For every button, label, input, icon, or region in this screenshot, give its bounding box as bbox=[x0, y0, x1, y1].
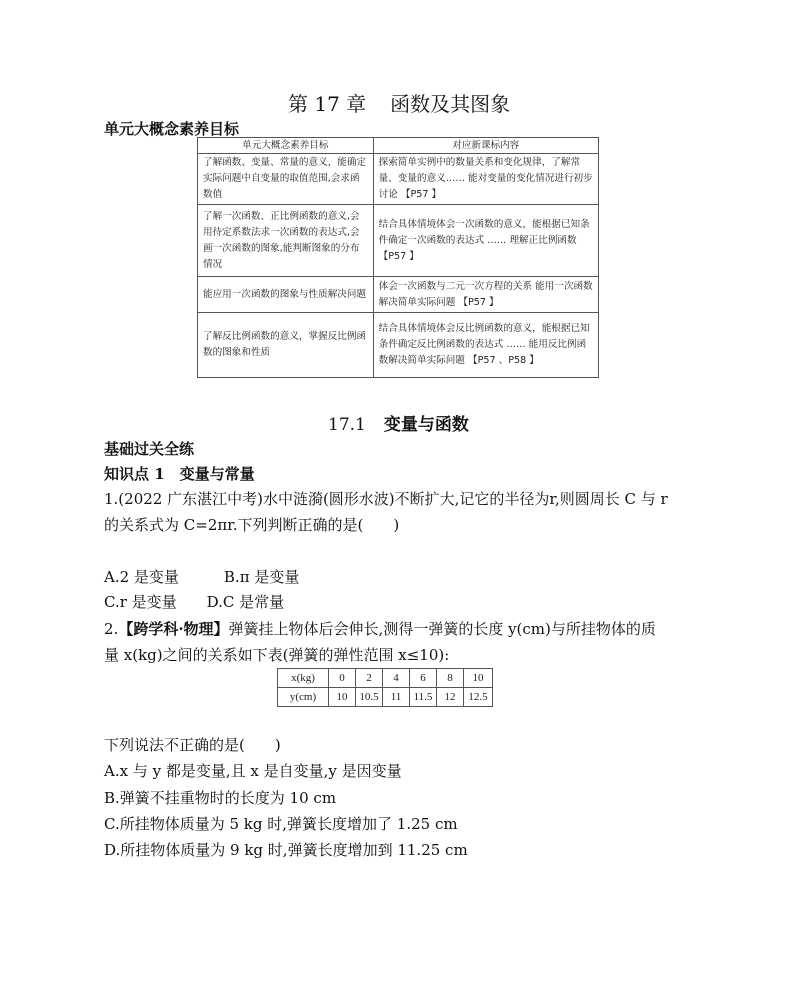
practice-heading: 基础过关全练 bbox=[104, 440, 195, 458]
q2-option-b: B.弹簧不挂重物时的长度为 10 cm bbox=[104, 789, 337, 807]
section-number: 17.1 bbox=[328, 415, 366, 435]
standard-cell: 探索简单实例中的数量关系和变化规律，了解常量、变量的意义…… 能对变量的变化情况进行初步讨论 【P57 】 bbox=[373, 154, 598, 205]
standard-cell: 结合具体情境体会反比例函数的意义，能根据已知条件确定反比例函数的表达式 …… 能用反比例函数解决简单实际问题 【P57 、P58 】 bbox=[373, 313, 598, 378]
table-cell: 10 bbox=[329, 688, 356, 707]
knowledge-point: 知识点 1 变量与常量 bbox=[104, 465, 255, 483]
q1-line2: 的关系式为 C=2πr.下列判断正确的是( ) bbox=[104, 516, 400, 534]
table-cell: 10.5 bbox=[356, 688, 383, 707]
q2-option-a: A.x 与 y 都是变量,且 x 是自变量,y 是因变量 bbox=[104, 762, 402, 780]
table-cell: 8 bbox=[437, 669, 464, 688]
section-name: 变量与函数 bbox=[383, 415, 469, 435]
q2-line1-text: 弹簧挂上物体后会伸长,测得一弹簧的长度 y(cm)与所挂物体的质 bbox=[228, 620, 656, 638]
goal-cell: 了解反比例函数的意义，掌握反比例函数的图象和性质 bbox=[198, 313, 374, 378]
goals-table bbox=[197, 137, 599, 378]
standard-cell: 体会一次函数与二元一次方程的关系 能用一次函数解决简单实际问题 【P57 】 bbox=[373, 277, 598, 313]
table-cell: x(kg) bbox=[278, 669, 329, 688]
table-cell: 10 bbox=[464, 669, 493, 688]
table-row bbox=[198, 277, 599, 313]
table-row bbox=[198, 313, 599, 378]
chapter-number: 第 17 章 bbox=[288, 92, 367, 116]
q2-number: 2. bbox=[104, 620, 119, 638]
goals-table-header bbox=[198, 138, 599, 154]
q2-option-d: D.所挂物体质量为 9 kg 时,弹簧长度增加到 11.25 cm bbox=[104, 841, 468, 859]
table-cell: 6 bbox=[410, 669, 437, 688]
table-cell: 12 bbox=[437, 688, 464, 707]
goals-heading: 单元大概念素养目标 bbox=[104, 120, 240, 138]
q2-line1 bbox=[104, 617, 656, 641]
table-cell: y(cm) bbox=[278, 688, 329, 707]
table-row bbox=[278, 688, 493, 707]
goal-cell: 了解一次函数、正比例函数的意义,会用待定系数法求一次函数的表达式,会画一次函数的图象,能判断图象的分布情况 bbox=[198, 205, 374, 277]
table-cell: 0 bbox=[329, 669, 356, 688]
table-cell: 11.5 bbox=[410, 688, 437, 707]
table-cell: 2 bbox=[356, 669, 383, 688]
section-title bbox=[328, 410, 469, 435]
goals-header-goal: 单元大概念素养目标 bbox=[198, 138, 374, 154]
goal-cell: 能应用一次函数的图象与性质解决问题 bbox=[198, 277, 374, 313]
spring-data-table bbox=[277, 668, 493, 707]
table-row bbox=[198, 205, 599, 277]
q1-options-row1: A.2 是变量 B.π 是变量 bbox=[104, 568, 300, 586]
q2-tag: 【跨学科·物理】 bbox=[118, 620, 229, 638]
chapter-title bbox=[288, 88, 510, 117]
q2-stem: 下列说法不正确的是( ) bbox=[104, 736, 281, 754]
standard-cell: 结合具体情境体会一次函数的意义，能根据已知条件确定一次函数的表达式 …… 理解正比例函数【P57 】 bbox=[373, 205, 598, 277]
goals-header-standard: 对应新课标内容 bbox=[373, 138, 598, 154]
goal-cell: 了解函数、变量、常量的意义，能确定实际问题中自变量的取值范围,会求函数值 bbox=[198, 154, 374, 205]
q1-line1: 1.(2022 广东湛江中考)水中涟漪(圆形水波)不断扩大,记它的半径为r,则圆周长 C 与 r bbox=[104, 490, 668, 508]
table-row bbox=[198, 154, 599, 205]
table-cell: 11 bbox=[383, 688, 410, 707]
table-row bbox=[278, 669, 493, 688]
q1-options-row2: C.r 是变量 D.C 是常量 bbox=[104, 593, 285, 611]
table-cell: 4 bbox=[383, 669, 410, 688]
q2-option-c: C.所挂物体质量为 5 kg 时,弹簧长度增加了 1.25 cm bbox=[104, 815, 458, 833]
q2-line2: 量 x(kg)之间的关系如下表(弹簧的弹性范围 x≤10): bbox=[104, 646, 450, 664]
chapter-name: 函数及其图象 bbox=[390, 92, 511, 116]
table-cell: 12.5 bbox=[464, 688, 493, 707]
